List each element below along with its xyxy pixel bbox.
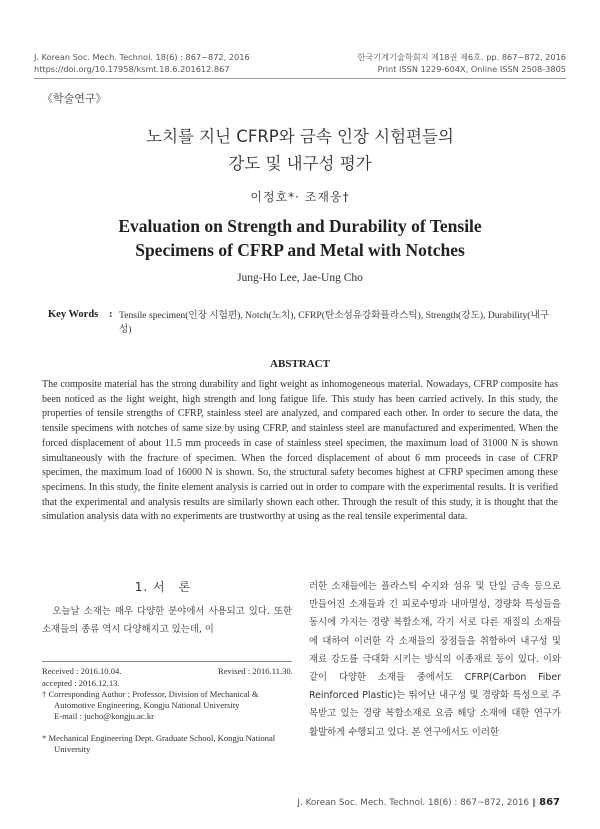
header-journal-korean: 한국기계기술학회지 제18권 제6호. pp. 867~872, 2016 [357,52,566,62]
footnote-corresponding-line2: Automotive Engineering, Kongju National University [54,700,240,710]
keywords-text: Tensile specimen(인장 시험편), Notch(노치), CFRP(탄소섬유강화플라스틱), Strength(강도), Durability(내구성) [119,310,550,335]
footnote-received: Received : 2016.10.04. [42,666,122,676]
footnote-corresponding-author [42,689,292,722]
footnote-corresponding-email: E-mail : jucho@kongju.ac.kr [54,711,155,721]
footnote-affiliation-line1: * Mechanical Engineering Dept. Graduate School, Kongju National [42,733,276,743]
title-english-line2: Specimens of CFRP and Metal with Notches [135,240,465,260]
title-english-line1: Evaluation on Strength and Durability of Tensile [118,216,482,236]
authors-korean: 이정호*· 조재웅† [250,190,350,204]
authors-english: Jung-Ho Lee, Jae-Ung Cho [237,272,363,284]
page-footer [297,797,560,808]
keywords-label: Key Words [48,309,99,320]
footnote-divider [42,661,292,662]
header-divider [34,78,566,79]
footnote-corresponding-line1: † Corresponding Author ; Professor, Division of Mechanical & [42,689,259,699]
footnote-accepted: accepted : 2016.12.13. [42,678,120,688]
footnote-affiliation [42,733,292,755]
abstract-body: The composite material has the strong durability and light weight as inhomogeneous material. Nowadays, CFRP composite has been noticed as the light weight, high strength and long fatigue life. This study has been carried actively. In this study, the properties of tensile strengths of CFRP, stainless steel are analyzed, and compared each other. In order to secure the data, the tensile specimens with notches of same size by using CFRP, and stainless steel are manufactured and experimented. When the forced displacement of about 11.5 mm proceeds in case of stainless steel specimen, the maximum load of 31000 N is shown simultaneously with the fracture of specimen. When the forced displacement of about 6 mm proceeds in case of CFRP specimen, the maximum load of 16000 N is shown. So, the structural safety becomes highest at CFRP specimen among these specimens. In this study, the finite element analysis is carried out in order to compare with the experimental results. It is verified that the experimental and analysis results are similarly shown each other. Through the result of this study, it is thought that the simulation analysis data with no experiments are trustworthy at using as the real tensile experimental data. [42,379,558,523]
title-korean-line2: 강도 및 내구성 평가 [228,154,372,173]
footnote-affiliation-line2: University [54,744,91,754]
header-journal-citation: J. Korean Soc. Mech. Technol. 18(6) : 867~872, 2016 [34,52,250,62]
section-introduction-title: 1. 서 론 [134,580,192,594]
abstract-heading: ABSTRACT [270,358,330,370]
page-number: 867 [539,797,560,808]
header-doi-link[interactable]: https://doi.org/10.17958/ksmt.18.6.201612.867 [34,64,230,74]
header-issn: Print ISSN 1229-604X, Online ISSN 2508-3805 [377,64,566,74]
introduction-right-column: 러한 소재들에는 플라스틱 수지와 섬유 및 단일 금속 등으로 만들어진 소재들과 긴 피로수명과 내마멸성, 경량화 특성들을 동시에 가지는 경량 복합소재, 각기 서로 다른 재질의 소재들에 대하여 이러한 각 소재들의 장점들을 취합하여 내구성 및 재료 강도를 극대화 시키는 방식의 이종재료 등이 있다. 이와 같이 다양한 소재들 중에서도 CFRP(Carbon Fiber Reinforced Plastic)는 뛰어난 내구성 및 경량화 특성으로 주목받고 있는 경량 복합소재로 요즘 해당 소재에 대한 연구가 활발하게 수행되고 있다. 본 연구에서도 이러한 [309,581,561,738]
keywords-colon: : [109,309,113,320]
title-korean-line1: 노치를 지닌 CFRP와 금속 인장 시험편들의 [146,127,454,146]
footnote-revised: Revised : 2016.11.30. [218,666,293,676]
section-tag: 《학술연구》 [42,92,107,105]
footer-citation: J. Korean Soc. Mech. Technol. 18(6) : 867~872, 2016 ∥ [297,798,537,808]
introduction-left-column: 오늘날 소재는 매우 다양한 분야에서 사용되고 있다. 또한 소재들의 종류 역시 다양해지고 있는데, 이 [42,606,292,635]
